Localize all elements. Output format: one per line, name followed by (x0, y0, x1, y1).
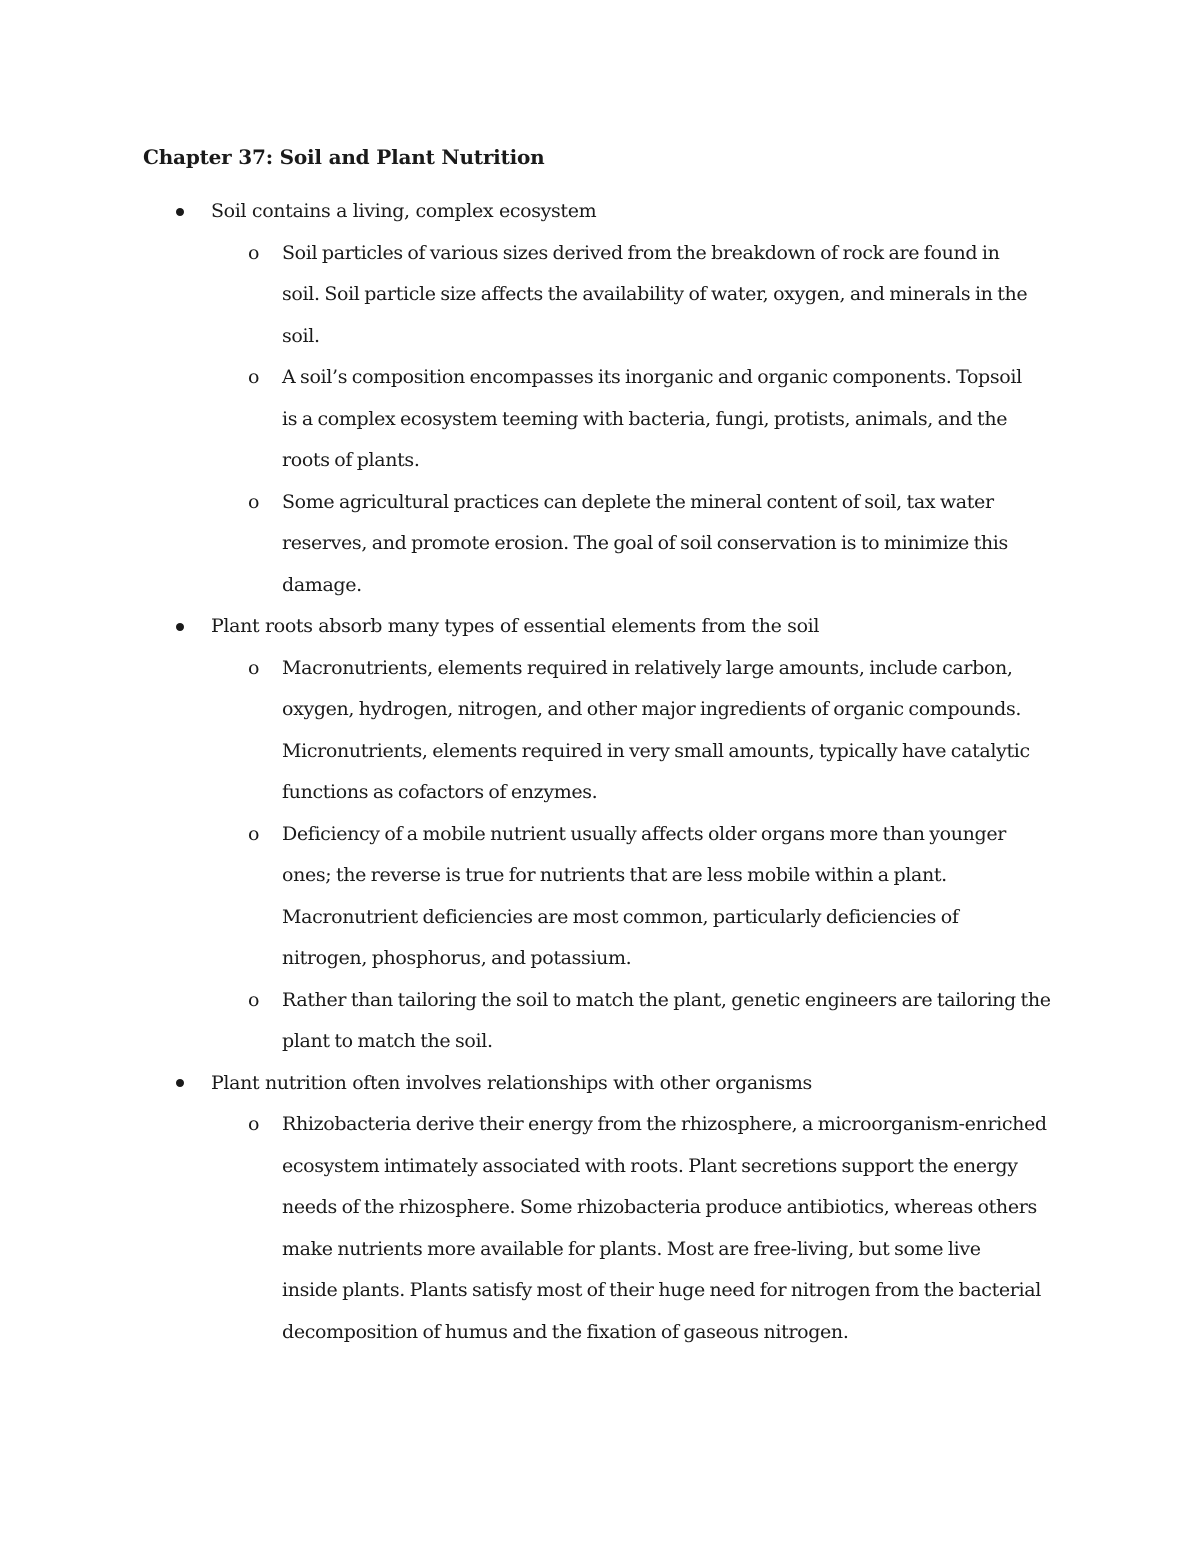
sub-bullet-marker: o (248, 241, 260, 264)
sub-item-text (282, 482, 1072, 607)
text-line: plant to match the soil. (282, 1030, 493, 1052)
sub-item-text (282, 980, 1072, 1063)
text-line: decomposition of humus and the fixation of gaseous nitrogen. (282, 1320, 849, 1343)
sub-item-text (282, 648, 1072, 814)
bullet-text: Plant nutrition often involves relationships with other organisms (211, 1071, 812, 1094)
text-line: needs of the rhizosphere. Some rhizobacteria produce antibiotics, whereas others (282, 1196, 1037, 1218)
text-line: Deficiency of a mobile nutrient usually affects older organs more than younger (282, 822, 1006, 845)
text-line: Micronutrients, elements required in very small amounts, typically have catalytic (282, 739, 1030, 762)
bullet-dot-icon (176, 208, 184, 216)
page-title: Chapter 37: Soil and Plant Nutrition (143, 145, 545, 169)
text-line: ecosystem intimately associated with roots. Plant secretions support the energy (282, 1154, 1018, 1177)
text-line: soil. (282, 324, 320, 347)
text-line: ones; the reverse is true for nutrients that are less mobile within a plant. (282, 864, 947, 886)
text-line: Macronutrients, elements required in relatively large amounts, include carbon, (282, 656, 1013, 679)
text-line: soil. Soil particle size affects the availability of water, oxygen, and minerals in the (282, 283, 1028, 305)
text-line: damage. (282, 573, 362, 596)
sub-bullet-marker: o (248, 656, 260, 679)
sub-bullet-marker: o (248, 1113, 260, 1135)
bullet-text: Plant roots absorb many types of essential elements from the soil (211, 615, 820, 637)
text-line: roots of plants. (282, 449, 420, 471)
sub-bullet-marker: o (248, 822, 260, 845)
bullet-dot-icon (176, 623, 184, 631)
text-line: reserves, and promote erosion. The goal of soil conservation is to minimize this (282, 532, 1008, 554)
text-line: is a complex ecosystem teeming with bacteria, fungi, protists, animals, and the (282, 407, 1008, 430)
sub-item-text (282, 233, 1072, 358)
text-line: inside plants. Plants satisfy most of their huge need for nitrogen from the bacterial (282, 1279, 1041, 1301)
text-line: Rather than tailoring the soil to match the plant, genetic engineers are tailoring the (282, 988, 1051, 1011)
text-line: oxygen, hydrogen, nitrogen, and other major ingredients of organic compounds. (282, 698, 1022, 720)
bullet-text: Soil contains a living, complex ecosystem (211, 200, 597, 222)
text-line: functions as cofactors of enzymes. (282, 781, 598, 803)
sub-bullet-marker: o (248, 988, 260, 1011)
text-line: Soil particles of various sizes derived from the breakdown of rock are found in (282, 241, 1000, 264)
text-line: Macronutrient deficiencies are most common, particularly deficiencies of (282, 905, 959, 928)
sub-item-text (282, 814, 1072, 980)
text-line: nitrogen, phosphorus, and potassium. (282, 947, 632, 969)
sub-item-text (282, 357, 1072, 482)
sub-bullet-marker: o (248, 490, 260, 513)
text-line: Rhizobacteria derive their energy from the rhizosphere, a microorganism-enriched (282, 1113, 1047, 1135)
text-line: make nutrients more available for plants. Most are free-living, but some live (282, 1237, 981, 1260)
text-line: Some agricultural practices can deplete the mineral content of soil, tax water (282, 490, 994, 513)
text-line: A soil’s composition encompasses its inorganic and organic components. Topsoil (282, 366, 1022, 388)
sub-bullet-marker: o (248, 366, 260, 388)
bullet-dot-icon (176, 1079, 184, 1087)
sub-item-text (282, 1104, 1072, 1353)
